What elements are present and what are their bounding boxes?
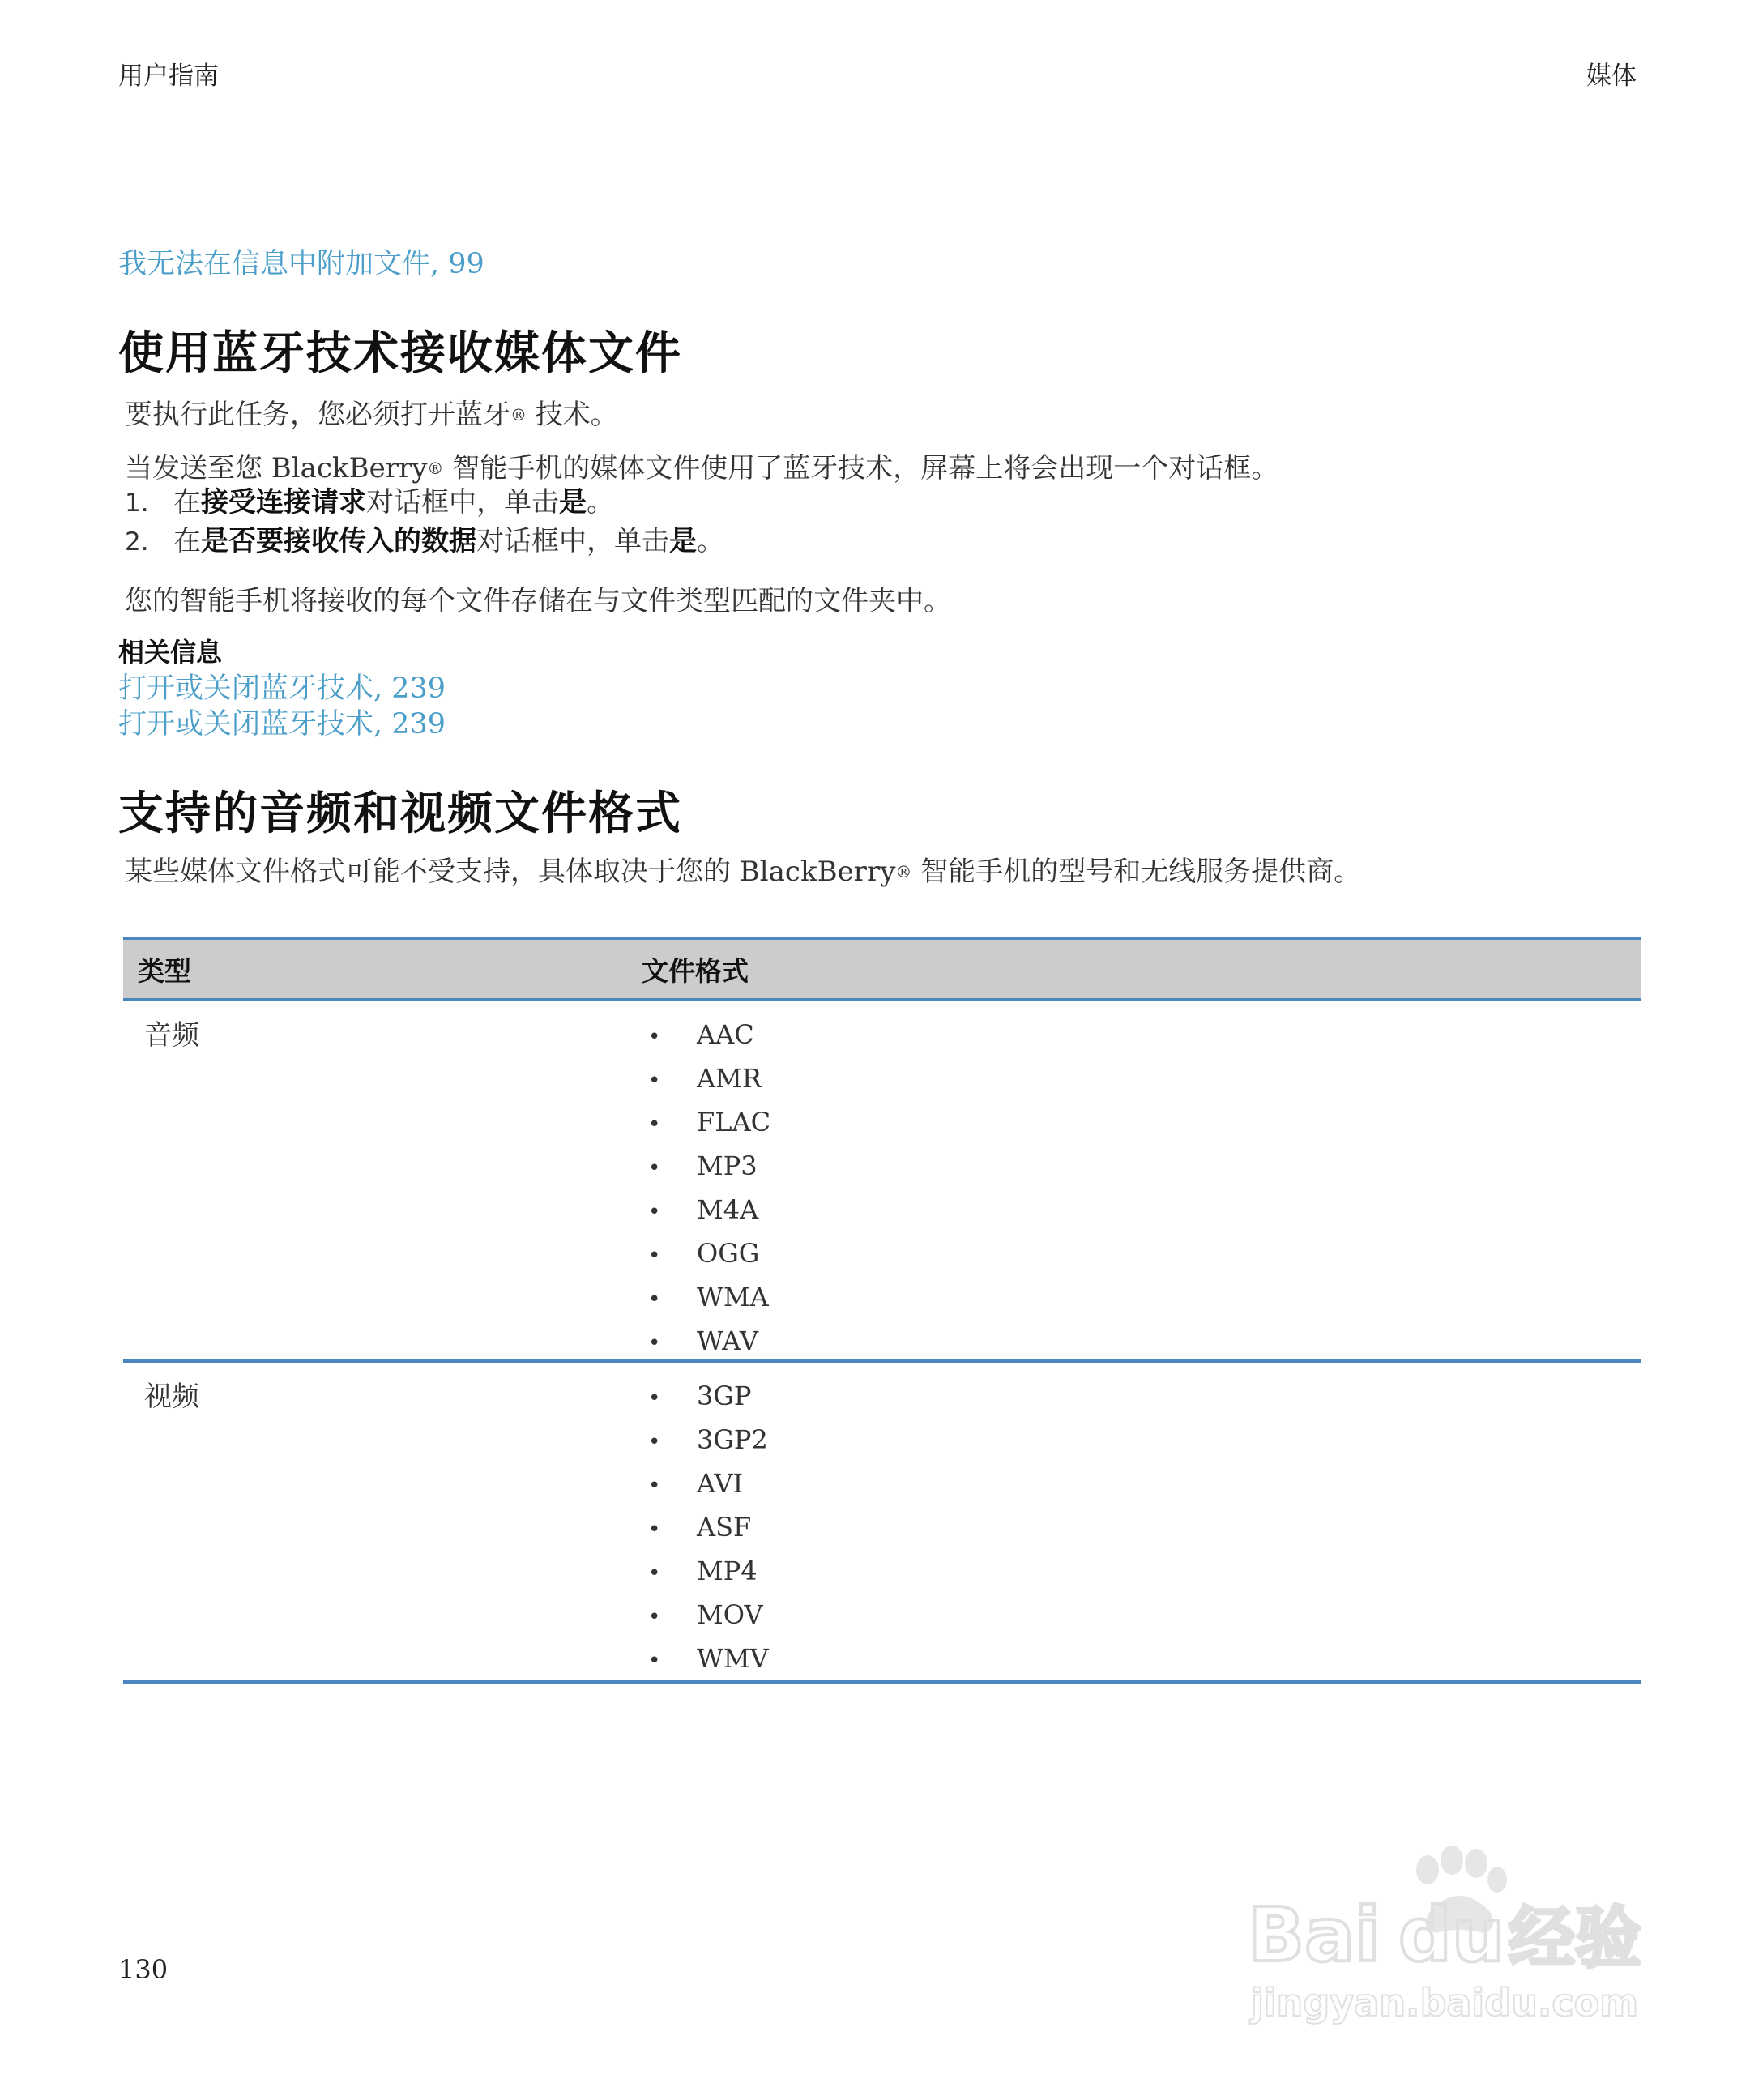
- bullet-icon: •: [648, 1287, 661, 1312]
- list-item: [627, 1505, 769, 1549]
- step-item: [125, 522, 724, 561]
- formats-cell: [627, 1001, 770, 1359]
- step-item: [125, 483, 724, 522]
- bullet-icon: •: [648, 1605, 661, 1629]
- dialog-name: 是否要接收传入的数据: [201, 525, 476, 557]
- section-heading-supported-formats: 支持的音频和视频文件格式: [118, 788, 682, 840]
- bullet-icon: •: [648, 1386, 661, 1411]
- step-text: 。: [587, 486, 614, 519]
- list-item: [627, 1013, 770, 1056]
- bullet-icon: •: [648, 1649, 661, 1673]
- format-name: WMA: [697, 1282, 769, 1312]
- step-text: 对话框中，单击: [366, 486, 559, 519]
- bullet-icon: •: [648, 1517, 661, 1542]
- format-name: WMV: [697, 1643, 769, 1674]
- list-item: [627, 1637, 769, 1680]
- bullet-icon: •: [648, 1474, 661, 1498]
- result-paragraph: 您的智能手机将接收的每个文件存储在与文件类型匹配的文件夹中。: [125, 585, 951, 617]
- bullet-icon: •: [648, 1200, 661, 1224]
- related-link[interactable]: 打开或关闭蓝牙技术, 239: [118, 708, 446, 741]
- procedure-steps: [125, 483, 724, 561]
- intro-text: 当发送至您 BlackBerry: [125, 452, 428, 484]
- related-topic-link[interactable]: 我无法在信息中附加文件, 99: [118, 248, 484, 280]
- format-name: MP4: [697, 1556, 758, 1586]
- format-name: 3GP2: [697, 1424, 768, 1455]
- prerequisite-text: 要执行此任务，您必须打开蓝牙: [125, 399, 510, 431]
- format-name: AAC: [697, 1019, 754, 1050]
- related-link[interactable]: 打开或关闭蓝牙技术, 239: [118, 672, 446, 705]
- formats-cell: [627, 1363, 769, 1680]
- list-item: [627, 1188, 770, 1231]
- running-header-left: 用户指南: [118, 62, 219, 91]
- format-name: AVI: [697, 1468, 744, 1499]
- list-item: [627, 1462, 769, 1505]
- list-item: [627, 1275, 770, 1319]
- section-heading-bluetooth-receive: 使用蓝牙技术接收媒体文件: [118, 327, 682, 380]
- intro-text-end: 智能手机的媒体文件使用了蓝牙技术，屏幕上将会出现一个对话框。: [443, 452, 1279, 484]
- step-number: 1.: [125, 489, 149, 518]
- bullet-icon: •: [648, 1244, 661, 1268]
- bullet-icon: •: [648, 1331, 661, 1355]
- page-number: 130: [118, 1954, 169, 1985]
- prerequisite-paragraph: [125, 392, 618, 432]
- list-item: [627, 1319, 770, 1363]
- registered-mark: ®: [510, 405, 527, 425]
- registered-mark: ®: [895, 862, 912, 881]
- registered-mark: ®: [427, 459, 444, 478]
- format-name: 3GP: [697, 1381, 752, 1411]
- watermark-url: jingyan.baidu.com: [1251, 1981, 1639, 2025]
- step-text: 。: [697, 525, 724, 557]
- bullet-icon: •: [648, 1069, 661, 1093]
- table-row: [123, 1363, 1641, 1684]
- bullet-icon: •: [648, 1025, 661, 1049]
- step-text: 在: [173, 486, 201, 519]
- watermark-text-bai: Bai: [1248, 1892, 1381, 1978]
- button-name: 是: [669, 525, 697, 557]
- format-name: M4A: [697, 1194, 759, 1225]
- formats-intro-text-end: 智能手机的型号和无线服务提供商。: [911, 856, 1362, 888]
- format-name: WAV: [697, 1325, 758, 1356]
- watermark-text-du: du: [1398, 1892, 1505, 1978]
- list-item: [627, 1231, 770, 1275]
- running-header-right: 媒体: [1586, 62, 1637, 91]
- column-header-type: 类型: [138, 954, 191, 987]
- list-item: [627, 1056, 770, 1100]
- baidu-jingyan-watermark: [1240, 1839, 1661, 2034]
- list-item: [627, 1144, 770, 1188]
- intro-paragraph: [125, 446, 1278, 485]
- format-list: [627, 1013, 770, 1363]
- type-cell: 音频: [144, 1019, 199, 1052]
- list-item: [627, 1549, 769, 1593]
- column-header-format: 文件格式: [642, 954, 749, 987]
- list-item: [627, 1100, 770, 1144]
- formats-intro-text: 某些媒体文件格式可能不受支持，具体取决于您的 BlackBerry: [125, 856, 896, 888]
- list-item: [627, 1418, 769, 1462]
- format-name: OGG: [697, 1238, 760, 1269]
- formats-table: [123, 937, 1641, 1684]
- format-name: ASF: [697, 1512, 752, 1543]
- format-name: AMR: [697, 1063, 762, 1094]
- step-text: 对话框中，单击: [476, 525, 669, 557]
- bullet-icon: •: [648, 1561, 661, 1586]
- format-name: FLAC: [697, 1107, 771, 1138]
- list-item: [627, 1374, 769, 1418]
- related-info-heading: 相关信息: [118, 637, 223, 668]
- formats-intro-paragraph: [125, 849, 1361, 889]
- prerequisite-text-end: 技术。: [527, 399, 618, 431]
- type-cell: 视频: [144, 1381, 199, 1413]
- bullet-icon: •: [648, 1430, 661, 1454]
- bullet-icon: •: [648, 1156, 661, 1180]
- watermark-text-jingyan: 经验: [1509, 1900, 1642, 1977]
- format-list: [627, 1374, 769, 1680]
- dialog-name: 接受连接请求: [201, 486, 366, 519]
- button-name: 是: [559, 486, 587, 519]
- step-number: 2.: [125, 527, 149, 557]
- table-header-row: [123, 937, 1641, 1001]
- list-item: [627, 1593, 769, 1637]
- format-name: MOV: [697, 1599, 763, 1630]
- step-text: 在: [173, 525, 201, 557]
- bullet-icon: •: [648, 1112, 661, 1137]
- table-row: [123, 1001, 1641, 1363]
- format-name: MP3: [697, 1150, 758, 1181]
